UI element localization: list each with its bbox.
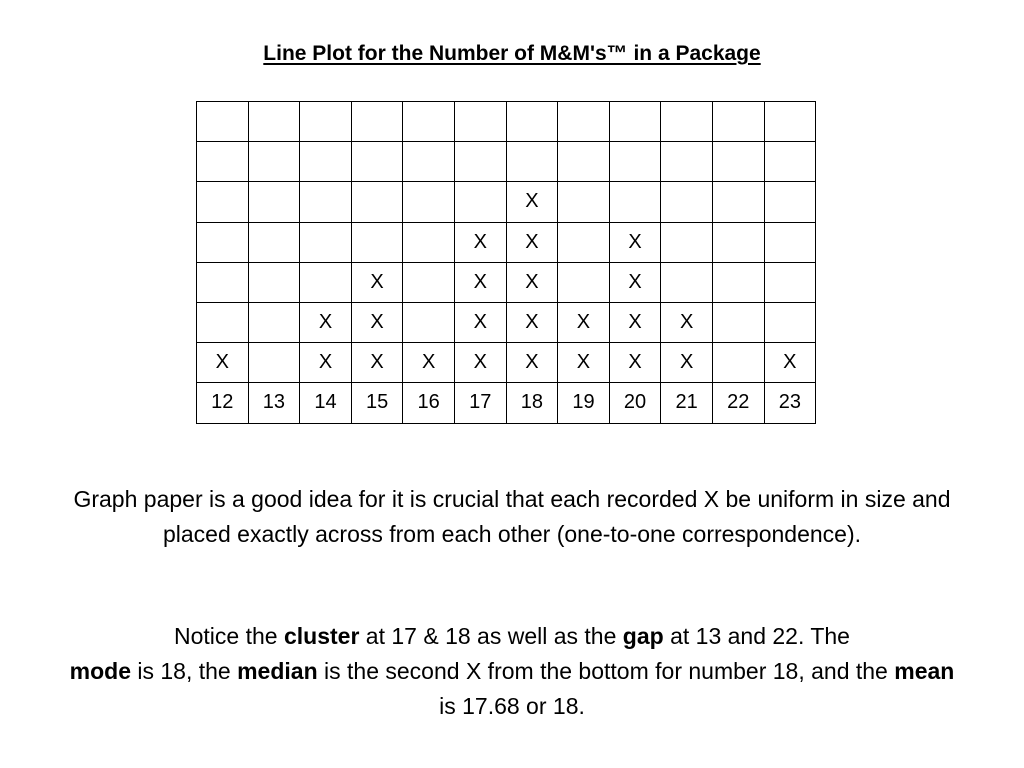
empty-cell <box>300 102 352 142</box>
empty-cell <box>609 102 661 142</box>
plot-row <box>197 182 816 222</box>
empty-cell <box>197 302 249 342</box>
x-mark: X <box>351 262 403 302</box>
empty-cell <box>558 222 610 262</box>
empty-cell <box>764 182 816 222</box>
empty-cell <box>661 102 713 142</box>
x-mark: X <box>609 343 661 383</box>
empty-cell <box>248 262 300 302</box>
text-segment: is the second X from the bottom for number 18, and the <box>317 658 895 684</box>
plot-title: Line Plot for the Number of M&M's™ in a Package <box>263 42 761 65</box>
x-mark: X <box>609 302 661 342</box>
empty-cell <box>506 142 558 182</box>
empty-cell <box>300 222 352 262</box>
empty-cell <box>248 142 300 182</box>
tick-label: 14 <box>300 383 352 423</box>
term-gap: gap <box>622 623 664 649</box>
tick-label: 23 <box>764 383 816 423</box>
tick-label: 12 <box>197 383 249 423</box>
empty-cell <box>661 222 713 262</box>
x-mark: X <box>506 302 558 342</box>
x-mark: X <box>351 302 403 342</box>
x-mark: X <box>661 343 713 383</box>
empty-cell <box>558 142 610 182</box>
empty-cell <box>764 302 816 342</box>
empty-cell <box>403 222 455 262</box>
line-plot-table <box>196 101 816 424</box>
empty-cell <box>403 302 455 342</box>
plot-row <box>197 142 816 182</box>
x-mark: X <box>454 302 506 342</box>
empty-cell <box>661 182 713 222</box>
empty-cell <box>764 102 816 142</box>
tick-label: 16 <box>403 383 455 423</box>
text-segment: at 13 and 22. The <box>663 623 850 649</box>
empty-cell <box>197 222 249 262</box>
tick-label: 21 <box>661 383 713 423</box>
empty-cell <box>609 182 661 222</box>
empty-cell <box>351 222 403 262</box>
empty-cell <box>764 142 816 182</box>
empty-cell <box>197 102 249 142</box>
empty-cell <box>351 102 403 142</box>
x-mark: X <box>454 222 506 262</box>
empty-cell <box>197 262 249 302</box>
x-mark: X <box>506 343 558 383</box>
plot-row <box>197 262 816 302</box>
empty-cell <box>454 182 506 222</box>
empty-cell <box>248 302 300 342</box>
tick-label: 17 <box>454 383 506 423</box>
plot-row <box>197 222 816 262</box>
text-segment: at 17 & 18 as well as the <box>359 623 623 649</box>
tick-label: 18 <box>506 383 558 423</box>
empty-cell <box>506 102 558 142</box>
empty-cell <box>403 142 455 182</box>
x-mark: X <box>558 343 610 383</box>
category-label-row <box>197 383 816 423</box>
x-mark: X <box>300 302 352 342</box>
x-mark: X <box>506 222 558 262</box>
empty-cell <box>197 142 249 182</box>
x-mark: X <box>609 262 661 302</box>
empty-cell <box>403 182 455 222</box>
x-mark: X <box>764 343 816 383</box>
term-mean: mean <box>894 658 955 684</box>
term-cluster: cluster <box>283 623 360 649</box>
empty-cell <box>454 142 506 182</box>
empty-cell <box>712 102 764 142</box>
empty-cell <box>248 343 300 383</box>
explanation-paragraph: Graph paper is a good idea for it is crucial that each recorded X be uniform in size and placed exactly across from each other (one-to-one correspondence). <box>73 486 951 547</box>
empty-cell <box>764 262 816 302</box>
empty-cell <box>403 102 455 142</box>
empty-cell <box>558 102 610 142</box>
empty-cell <box>300 182 352 222</box>
empty-cell <box>248 102 300 142</box>
term-median: median <box>237 658 318 684</box>
x-mark: X <box>609 222 661 262</box>
empty-cell <box>609 142 661 182</box>
tick-label: 13 <box>248 383 300 423</box>
empty-cell <box>351 182 403 222</box>
empty-cell <box>712 142 764 182</box>
text-segment: is 18, the <box>130 658 238 684</box>
x-mark: X <box>197 343 249 383</box>
empty-cell <box>248 222 300 262</box>
term-mode: mode <box>69 658 131 684</box>
tick-label: 15 <box>351 383 403 423</box>
empty-cell <box>558 182 610 222</box>
empty-cell <box>712 262 764 302</box>
empty-cell <box>712 222 764 262</box>
plot-row <box>197 343 816 383</box>
tick-label: 19 <box>558 383 610 423</box>
empty-cell <box>351 142 403 182</box>
plot-row <box>197 102 816 142</box>
plot-row <box>197 302 816 342</box>
empty-cell <box>300 262 352 302</box>
empty-cell <box>300 142 352 182</box>
empty-cell <box>558 262 610 302</box>
x-mark: X <box>506 182 558 222</box>
empty-cell <box>403 262 455 302</box>
empty-cell <box>248 182 300 222</box>
analysis-paragraph <box>60 619 964 724</box>
x-mark: X <box>558 302 610 342</box>
empty-cell <box>712 182 764 222</box>
x-mark: X <box>661 302 713 342</box>
text-segment: is 17.68 or 18. <box>439 693 585 719</box>
empty-cell <box>712 343 764 383</box>
x-mark: X <box>403 343 455 383</box>
text-segment: Notice the <box>174 623 284 649</box>
tick-label: 22 <box>712 383 764 423</box>
x-mark: X <box>506 262 558 302</box>
empty-cell <box>197 182 249 222</box>
tick-label: 20 <box>609 383 661 423</box>
empty-cell <box>661 262 713 302</box>
empty-cell <box>712 302 764 342</box>
empty-cell <box>661 142 713 182</box>
x-mark: X <box>351 343 403 383</box>
x-mark: X <box>454 343 506 383</box>
empty-cell <box>454 102 506 142</box>
empty-cell <box>764 222 816 262</box>
x-mark: X <box>300 343 352 383</box>
x-mark: X <box>454 262 506 302</box>
